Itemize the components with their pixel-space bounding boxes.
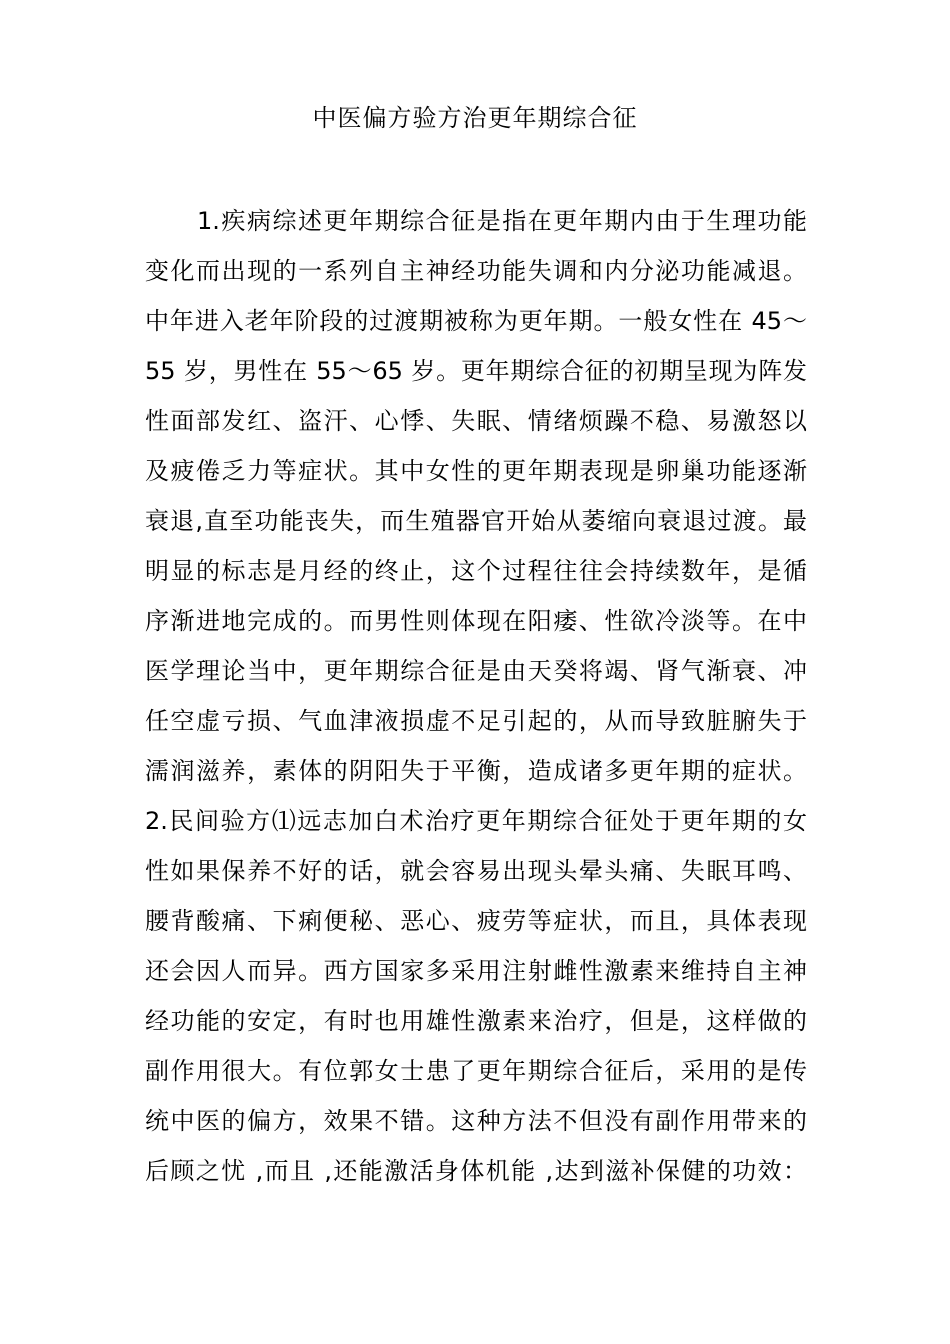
body-line: 中年进入老年阶段的过渡期被称为更年期。一般女性在 45～: [145, 307, 807, 335]
body-line: 性如果保养不好的话，就会容易出现头晕头痛、失眠耳鸣、: [145, 857, 807, 885]
body-line: 统中医的偏方，效果不错。这种方法不但没有副作用带来的: [145, 1107, 807, 1135]
body-line: 明显的标志是月经的终止，这个过程往往会持续数年，是循: [145, 557, 807, 585]
body-line: 任空虚亏损、气血津液损虚不足引起的，从而导致脏腑失于: [145, 707, 807, 735]
document-body: [145, 196, 807, 1196]
body-line: 1.疾病综述更年期综合征是指在更年期内由于生理功能: [197, 207, 807, 235]
body-line: 医学理论当中，更年期综合征是由天癸将竭、肾气渐衰、冲: [145, 657, 807, 685]
body-line: 后顾之忧 ,而且 ,还能激活身体机能 ,达到滋补保健的功效：: [145, 1157, 807, 1185]
body-line: 变化而出现的一系列自主神经功能失调和内分泌功能减退。: [145, 257, 807, 285]
body-line: 2.民间验方⑴远志加白术治疗更年期综合征处于更年期的女: [145, 807, 807, 835]
body-line: 序渐进地完成的。而男性则体现在阳痿、性欲冷淡等。在中: [145, 607, 807, 635]
body-line: 副作用很大。有位郭女士患了更年期综合征后，采用的是传: [145, 1057, 807, 1085]
body-line: 衰退,直至功能丧失，而生殖器官开始从萎缩向衰退过渡。最: [145, 507, 807, 535]
body-line: 性面部发红、盗汗、心悸、失眠、情绪烦躁不稳、易激怒以: [145, 407, 807, 435]
body-line: 及疲倦乏力等症状。其中女性的更年期表现是卵巢功能逐渐: [145, 457, 807, 485]
body-line: 55 岁，男性在 55～65 岁。更年期综合征的初期呈现为阵发: [145, 357, 807, 385]
body-line: 腰背酸痛、下痢便秘、恶心、疲劳等症状，而且，具体表现: [145, 907, 807, 935]
body-line: 还会因人而异。西方国家多采用注射雌性激素来维持自主神: [145, 957, 807, 985]
body-line: 经功能的安定，有时也用雄性激素来治疗，但是，这样做的: [145, 1007, 807, 1035]
document-title: 中医偏方验方治更年期综合征: [312, 104, 638, 132]
body-line: 濡润滋养，素体的阴阳失于平衡，造成诸多更年期的症状。: [145, 757, 807, 785]
